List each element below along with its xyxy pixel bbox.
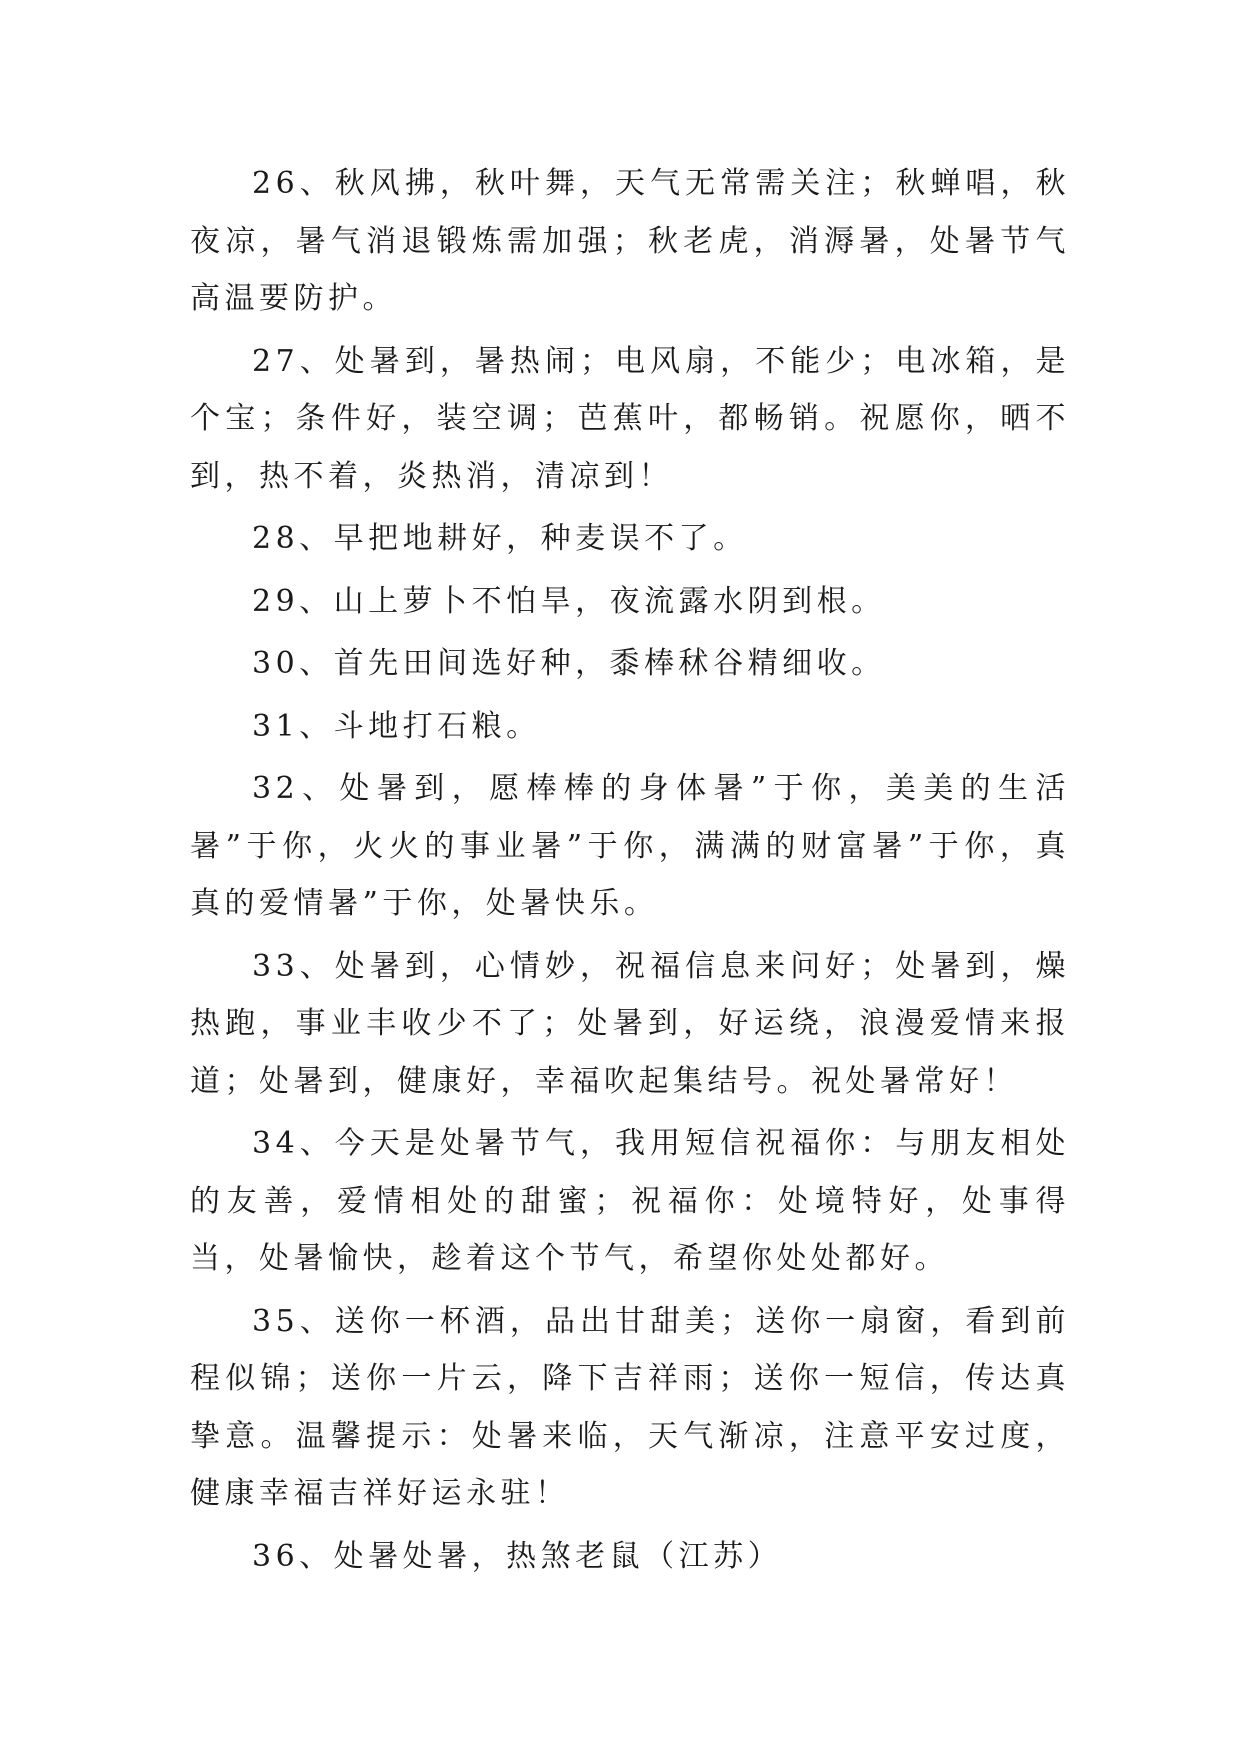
- paragraph-34: 34、今天是处暑节气，我用短信祝福你：与朋友相处的友善，爱情相处的甜蜜；祝福你：处境特好，处事得当，处暑愉快，趁着这个节气，希望你处处都好。: [190, 1126, 1070, 1276]
- paragraph-32: 32、处暑到，愿棒棒的身体暑”于你，美美的生活暑”于你，火火的事业暑”于你，满满的财富暑”于你，真真的爱情暑”于你，处暑快乐。: [190, 771, 1070, 921]
- paragraph-36: 36、处暑处暑，热煞老鼠（江苏）: [252, 1538, 783, 1574]
- paragraph-26: 26、秋风拂，秋叶舞，天气无常需关注；秋蝉唱，秋夜凉，暑气消退锻炼需加强；秋老虎，消溽暑，处暑节气高温要防护。: [190, 166, 1070, 316]
- paragraph-30: 30、首先田间选好种，黍棒秫谷精细收。: [252, 646, 886, 681]
- paragraph-28: 28、早把地耕好，种麦误不了。: [252, 521, 748, 556]
- paragraph-33: 33、处暑到，心情妙，祝福信息来问好；处暑到，燥热跑，事业丰收少不了；处暑到，好运绕，浪漫爱情来报道；处暑到，健康好，幸福吹起集结号。祝处暑常好！: [190, 948, 1070, 1099]
- paragraph-27: 27、处暑到，暑热闹；电风扇，不能少；电冰箱，是个宝；条件好，装空调；芭蕉叶，都畅销。祝愿你，晒不到，热不着，炎热消，清凉到！: [190, 343, 1070, 494]
- document-body: [190, 155, 1070, 1590]
- paragraph-29: 29、山上萝卜不怕旱，夜流露水阴到根。: [252, 583, 886, 619]
- paragraph-31: 31、斗地打石粮。: [252, 708, 541, 744]
- paragraph-35: 35、送你一杯酒，品出甘甜美；送你一扇窗，看到前程似锦；送你一片云，降下吉祥雨；送你一短信，传达真挚意。温馨提示：处暑来临，天气渐凉，注意平安过度，健康幸福吉祥好运永驻！: [190, 1303, 1070, 1511]
